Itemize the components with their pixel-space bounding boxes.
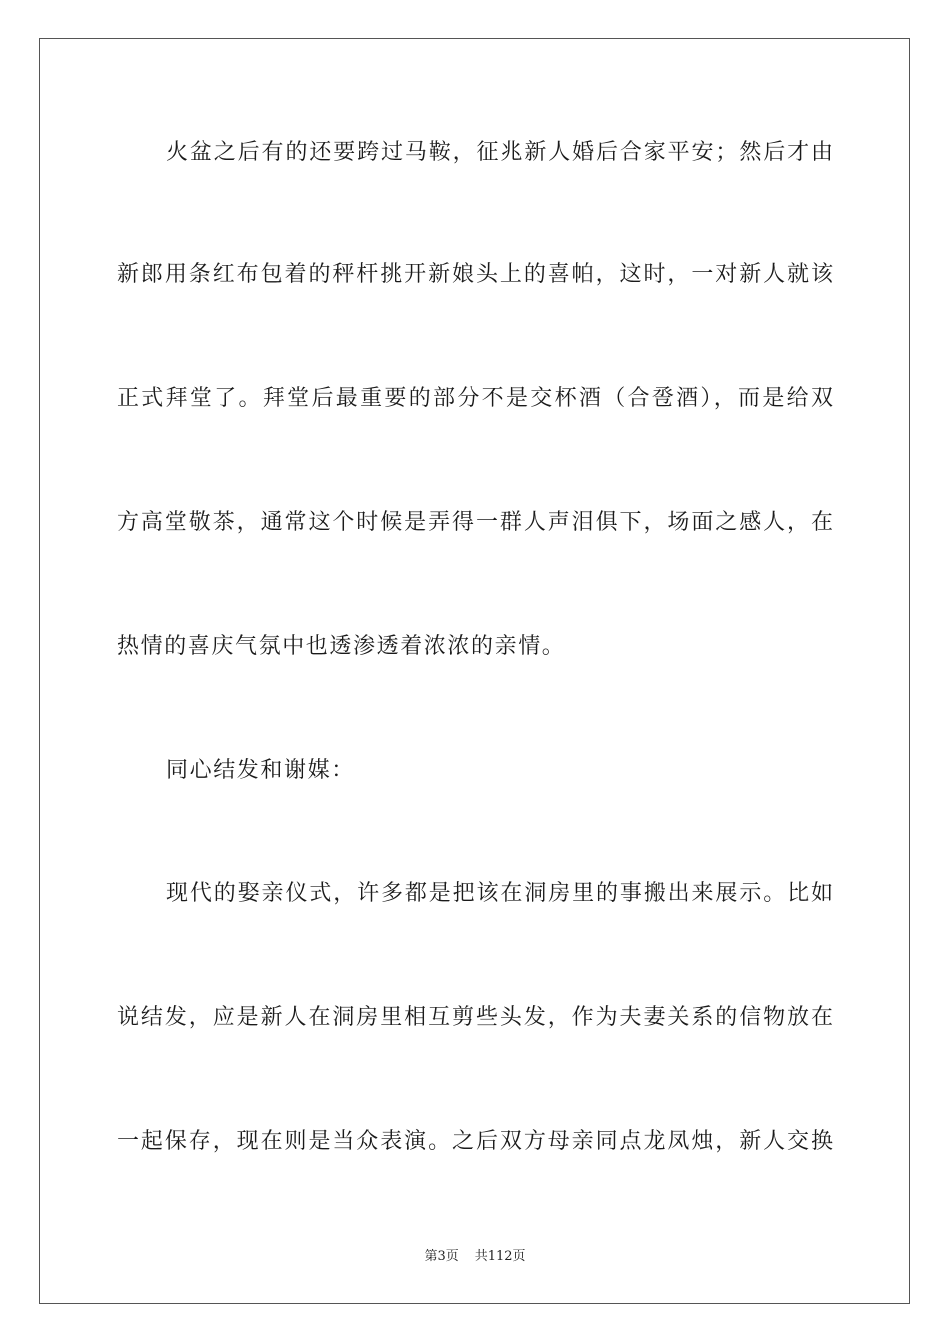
- paragraph-line: 现代的娶亲仪式，许多都是把该在洞房里的事搬出来展示。比如: [166, 881, 833, 906]
- page-border: [39, 38, 910, 1304]
- paragraph-line: 正式拜堂了。拜堂后最重要的部分不是交杯酒（合卺酒），而是给双: [117, 386, 833, 411]
- page-number: 第3页: [424, 1249, 459, 1264]
- page-footer: [0, 1248, 950, 1266]
- paragraph-line: 方高堂敬茶，通常这个时候是弄得一群人声泪俱下，场面之感人，在: [117, 510, 833, 535]
- paragraph-line: 一起保存，现在则是当众表演。之后双方母亲同点龙凤烛，新人交换: [117, 1129, 833, 1154]
- paragraph-line: 新郎用条红布包着的秤杆挑开新娘头上的喜帕，这时，一对新人就该: [117, 262, 833, 287]
- paragraph-line: 说结发，应是新人在洞房里相互剪些头发，作为夫妻关系的信物放在: [117, 1005, 833, 1030]
- total-pages: 共112页: [474, 1249, 526, 1264]
- paragraph-line: 热情的喜庆气氛中也透渗透着浓浓的亲情。: [117, 634, 566, 659]
- section-heading: 同心结发和谢媒：: [166, 758, 355, 783]
- paragraph-line: 火盆之后有的还要跨过马鞍，征兆新人婚后合家平安；然后才由: [166, 140, 833, 165]
